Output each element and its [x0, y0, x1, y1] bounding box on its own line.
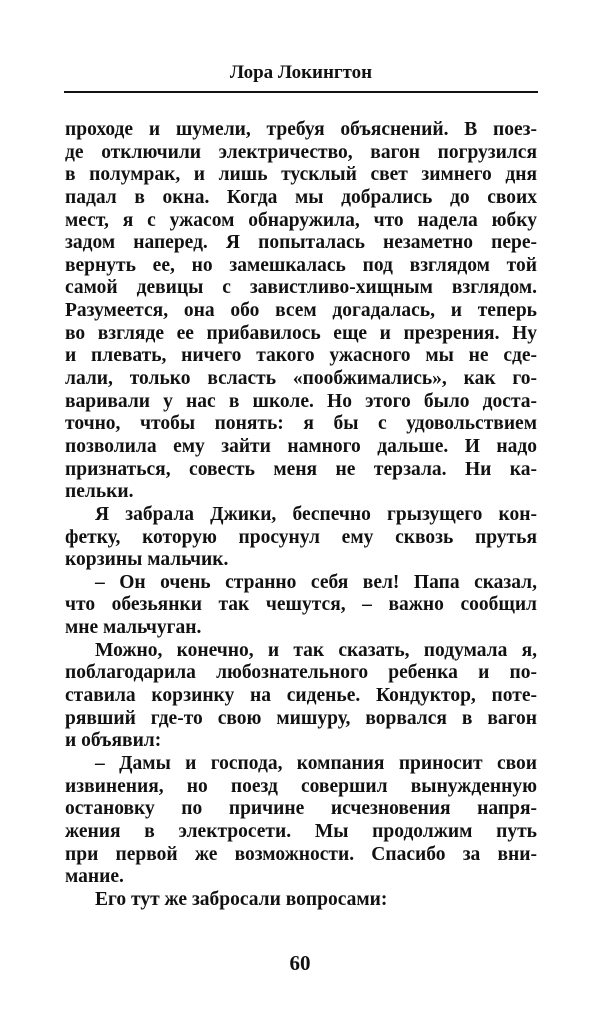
- text-line: корзины мальчик.: [65, 549, 229, 571]
- text-line: точно, чтобы понять: я бы с удовольствием: [65, 413, 537, 435]
- text-line: задом наперед. Я попыталась незаметно пере-: [65, 232, 537, 254]
- text-line: при первой же возможности. Спасибо за вни-: [65, 843, 537, 865]
- text-line: что обезьянки так чешутся, – важно сообщил: [65, 594, 537, 616]
- text-line: фетку, которую просунул ему сквозь прутья: [65, 526, 537, 548]
- text-line: остановку по причине исчезновения напря-: [65, 798, 537, 820]
- text-line: самой девицы с завистливо-хищным взглядом.: [65, 277, 537, 299]
- text-line: варивали у нас в школе. Но этого было доста-: [65, 390, 537, 412]
- text-line: мание.: [65, 866, 124, 888]
- text-line: и плевать, ничего такого ужасного мы не сде-: [65, 345, 537, 367]
- text-line: – Он очень странно себя вел! Папа сказал,: [95, 571, 537, 593]
- text-line: во взгляде ее прибавилось еще и презрения. Ну: [65, 322, 537, 344]
- page-number: 60: [289, 951, 311, 975]
- text-line: мест, я с ужасом обнаружила, что надела юбку: [65, 209, 537, 231]
- header-rule: [64, 91, 538, 93]
- text-line: поблагодарила любознательного ребенка и по-: [65, 662, 537, 684]
- text-line: падал в окна. Когда мы добрались до своих: [65, 186, 537, 208]
- text-line: и объявил:: [65, 730, 162, 752]
- text-line: вернуть ее, но замешкалась под взглядом той: [65, 254, 537, 276]
- text-line: в полумрак, и лишь тусклый свет зимнего дня: [65, 164, 537, 186]
- running-header: Лора Локингтон: [229, 62, 373, 83]
- text-line: де отключили электричество, вагон погрузился: [65, 141, 537, 163]
- page-body-text: [65, 119, 537, 911]
- text-line: рявший где-то свою мишуру, ворвался в вагон: [65, 707, 537, 729]
- text-line: Можно, конечно, и так сказать, подумала я,: [95, 639, 537, 661]
- text-line: Я забрала Джики, беспечно грызущего кон-: [95, 503, 537, 525]
- text-line: – Дамы и господа, компания приносит свои: [95, 752, 537, 774]
- text-line: позволила ему зайти намного дальше. И надо: [65, 435, 537, 457]
- text-line: жения в электросети. Мы продолжим путь: [65, 820, 537, 842]
- text-line: лали, только всласть «пообжимались», как го-: [65, 368, 537, 390]
- text-line: проходе и шумели, требуя объяснений. В поез-: [65, 119, 537, 140]
- text-line: признаться, совесть меня не терзала. Ни ка-: [65, 458, 537, 480]
- text-line: Разумеется, она обо всем догадалась, и теперь: [65, 300, 537, 322]
- text-line: мне мальчуган.: [65, 617, 202, 639]
- text-line: пельки.: [65, 481, 134, 503]
- text-line: извинения, но поезд совершил вынужденную: [65, 775, 537, 797]
- text-line: Его тут же забросали вопросами:: [95, 888, 388, 910]
- text-line: ставила корзинку на сиденье. Кондуктор, поте-: [65, 685, 537, 707]
